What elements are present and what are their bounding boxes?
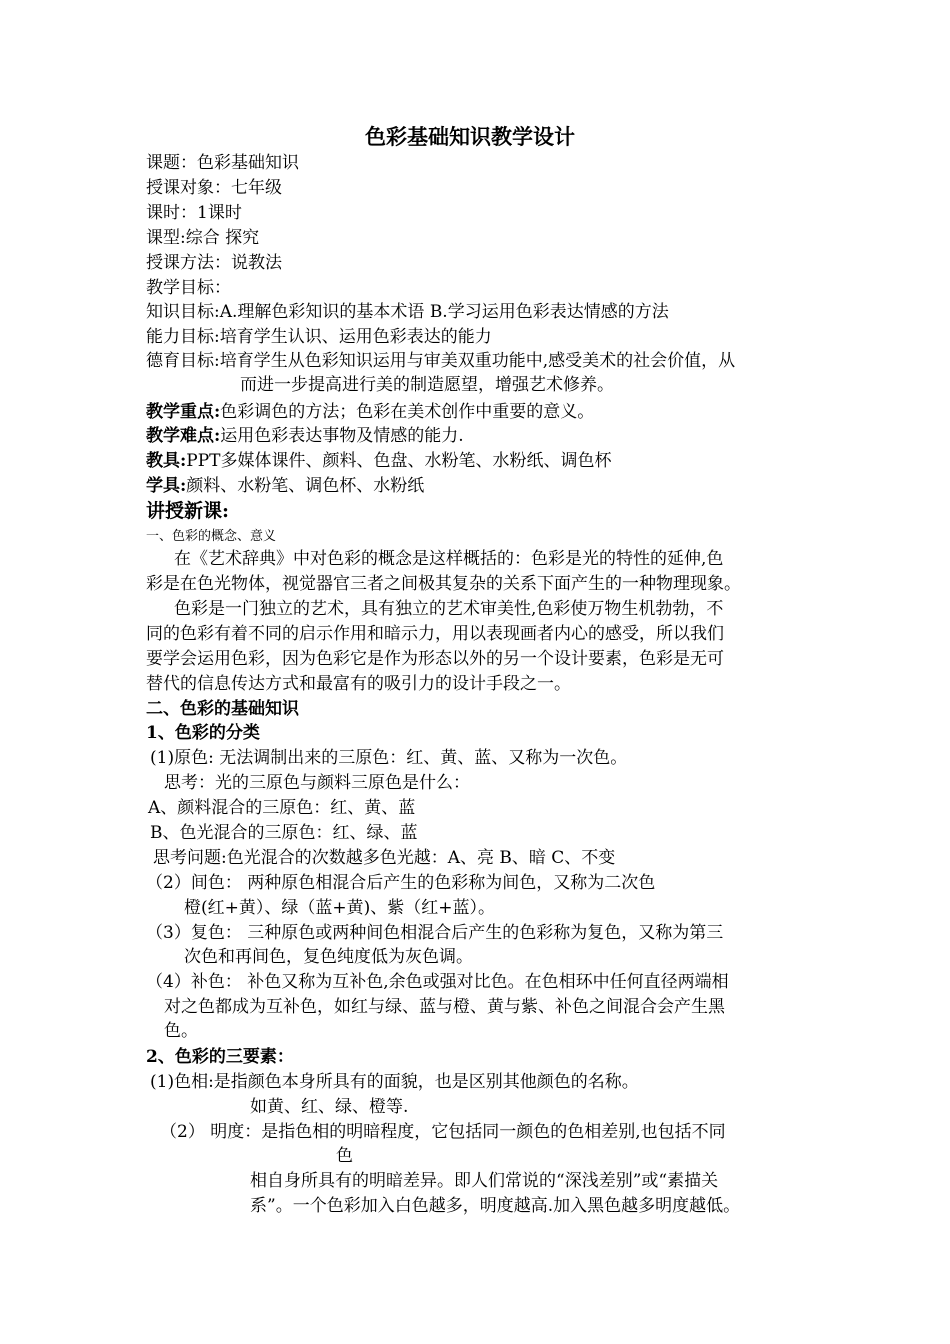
knowledge-goal-label: 知识目标: xyxy=(146,302,220,322)
teaching-focus xyxy=(146,401,594,423)
para1-line2: 彩是在色光物体，视觉器官三者之间极其复杂的关系下面产生的一种物理现象。 xyxy=(146,574,741,594)
teaching-difficulty xyxy=(146,425,464,447)
ability-goal-text: 培育学生认识、运用色彩表达的能力 xyxy=(219,327,492,347)
tools-text: PPT多媒体课件、颜料、色盘、水粉笔、水粉纸、调色杯 xyxy=(186,451,612,471)
option-a: A、颜料混合的三原色：红、黄、蓝 xyxy=(148,798,416,818)
think-question-2: 思考问题:色光混合的次数越多色光越：A、亮 B、暗 C、不变 xyxy=(153,848,616,868)
value-line1: （2） 明度：是指色相的明暗程度，它包括同一颜色的色相差别,也包括不同 xyxy=(160,1122,726,1142)
difficulty-label: 教学难点: xyxy=(146,426,221,446)
new-lesson-heading: 讲授新课: xyxy=(146,500,230,522)
subsection1-heading: 1、色彩的分类 xyxy=(146,723,260,743)
teaching-method: 授课方法：说教法 xyxy=(146,253,282,273)
para2-line2: 同的色彩有着不同的启示作用和暗示力，用以表现画者内心的感受，所以我们 xyxy=(146,624,724,644)
ability-goal xyxy=(146,326,492,348)
value-line3: 系”。一个色彩加入白色越多，明度越高.加入黑色越多明度越低。 xyxy=(250,1196,741,1216)
section1-heading: 一、色彩的概念、意义 xyxy=(146,529,277,544)
primary-colors: (1)原色: 无法调制出来的三原色：红、黄、蓝、又称为一次色。 xyxy=(150,748,628,768)
student-tools-label: 学具: xyxy=(146,476,187,496)
hue-line1: (1)色相:是指颜色本身所具有的面貌，也是区别其他颜色的名称。 xyxy=(150,1072,639,1092)
think-question-1: 思考：光的三原色与颜料三原色是什么： xyxy=(164,773,470,793)
secondary-colors-2: 橙(红+黄）、绿（蓝+黄)、紫（红+蓝）。 xyxy=(184,898,495,918)
lesson-type: 课型:综合 探究 xyxy=(146,228,260,248)
para2-line4: 替代的信息传达方式和最富有的吸引力的设计手段之一。 xyxy=(146,674,571,694)
complement-colors-3: 色。 xyxy=(164,1021,198,1041)
goals-heading: 教学目标： xyxy=(146,278,231,298)
hue-line2: 如黄、红、绿、橙等. xyxy=(250,1097,409,1117)
option-b: B、色光混合的三原色：红、绿、蓝 xyxy=(150,823,418,843)
moral-goal-text: 培育学生从色彩知识运用与审美双重功能中,感受美术的社会价值，从 xyxy=(219,351,736,371)
course-topic: 课题：色彩基础知识 xyxy=(146,153,299,173)
student-tools-text: 颜料、水粉笔、调色杯、水粉纸 xyxy=(186,476,425,496)
para2-line3: 要学会运用色彩，因为色彩它是作为形态以外的另一个设计要素，色彩是无可 xyxy=(146,649,724,669)
teaching-tools xyxy=(146,450,612,472)
section2-heading: 二、色彩的基础知识 xyxy=(146,699,299,719)
secondary-colors-1: （2）间色： 两种原色相混合后产生的色彩称为间色，又称为二次色 xyxy=(146,873,656,893)
para2-line1: 色彩是一门独立的艺术，具有独立的艺术审美性,色彩使万物生机勃勃，不 xyxy=(174,599,724,619)
complement-colors-1: （4）补色： 补色又称为互补色,余色或强对比色。在色相环中任何直径两端相 xyxy=(146,972,729,992)
audience: 授课对象：七年级 xyxy=(146,178,282,198)
knowledge-goal-text: A.理解色彩知识的基本术语 B.学习运用色彩表达情感的方法 xyxy=(219,302,669,322)
ability-goal-label: 能力目标: xyxy=(146,327,220,347)
moral-goal xyxy=(146,350,735,372)
tertiary-colors-1: （3）复色： 三种原色或两种间色相混合后产生的色彩称为复色，又称为第三 xyxy=(146,923,724,943)
tertiary-colors-2: 次色和再间色，复色纯度低为灰色调。 xyxy=(184,947,473,967)
difficulty-text: 运用色彩表达事物及情感的能力. xyxy=(220,426,464,446)
moral-goal-cont: 而进一步提高进行美的制造愿望，增强艺术修养。 xyxy=(240,375,614,395)
tools-label: 教具: xyxy=(146,451,187,471)
moral-goal-label: 德育目标: xyxy=(146,351,220,371)
focus-label: 教学重点: xyxy=(146,402,221,422)
subsection2-heading: 2、色彩的三要素： xyxy=(146,1047,294,1067)
value-line2: 相自身所具有的明暗差异。即人们常说的“深浅差别”或“素描关 xyxy=(250,1171,719,1191)
complement-colors-2: 对之色都成为互补色，如红与绿、蓝与橙、黄与紫、补色之间混合会产生黑 xyxy=(164,997,725,1017)
knowledge-goal xyxy=(146,301,669,323)
focus-text: 色彩调色的方法；色彩在美术创作中重要的意义。 xyxy=(220,402,595,422)
class-hours: 课时：1课时 xyxy=(146,203,242,223)
para1-line1: 在《艺术辞典》中对色彩的概念是这样概括的：色彩是光的特性的延伸,色 xyxy=(174,549,724,569)
student-tools xyxy=(146,475,424,497)
value-line1-wrap: 色 xyxy=(336,1146,353,1166)
doc-title: 色彩基础知识教学设计 xyxy=(365,124,575,149)
